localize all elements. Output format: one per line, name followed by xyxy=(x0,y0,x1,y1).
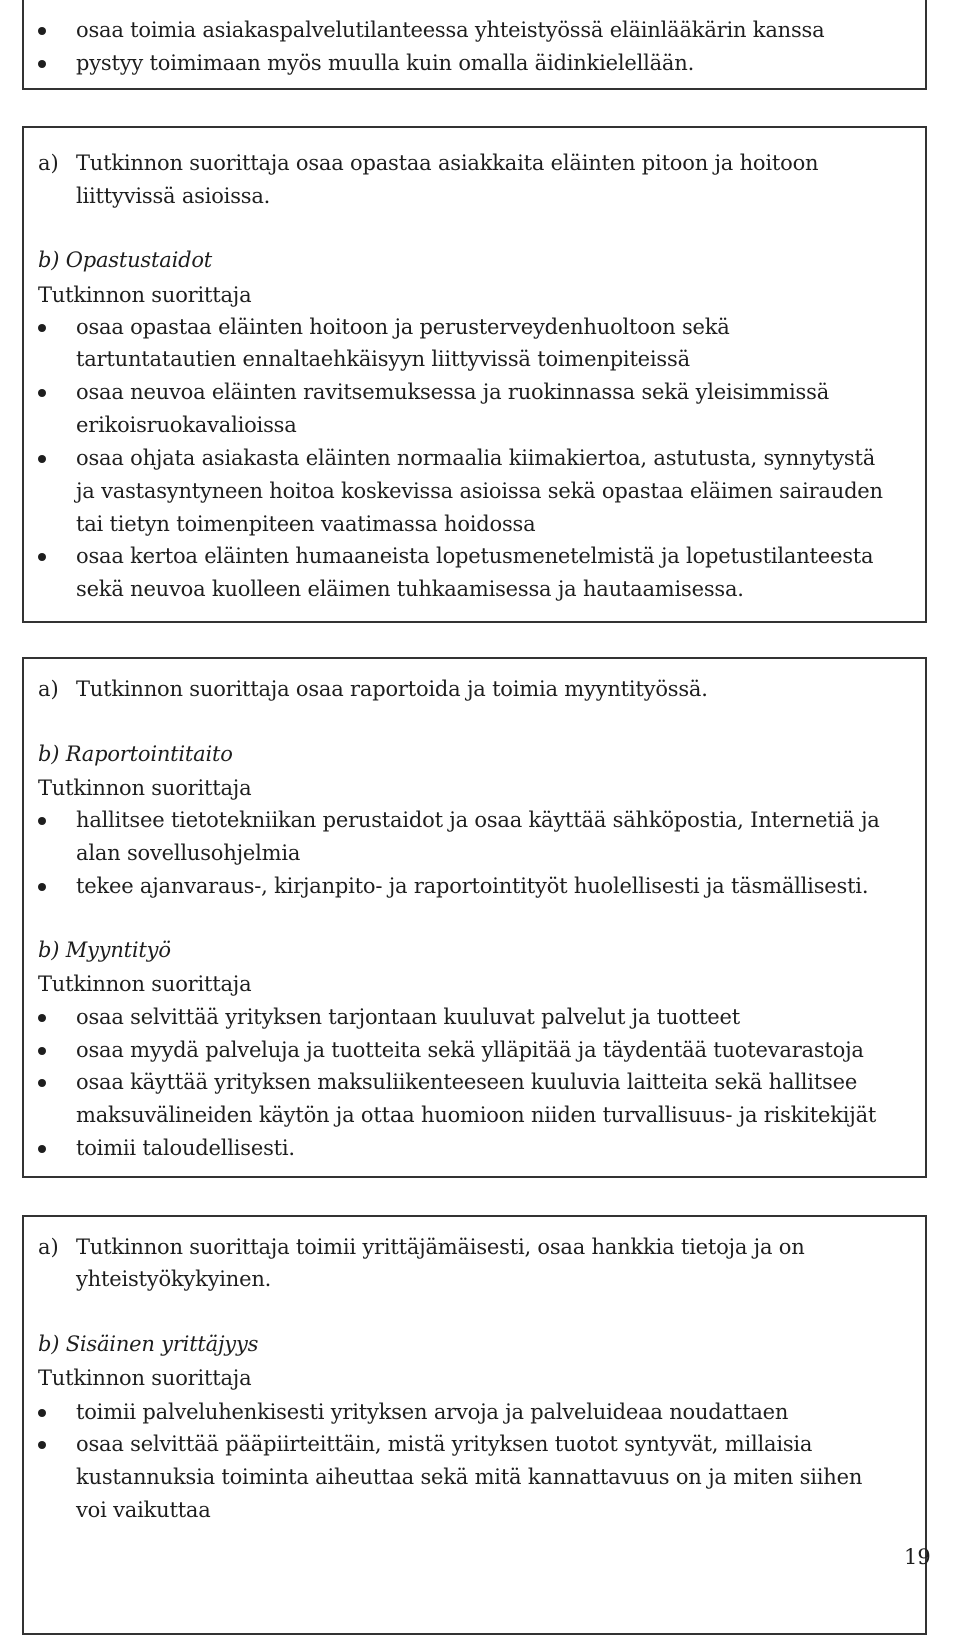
item-marker-a: a) xyxy=(38,677,59,701)
list-item-cont: tartuntatautien ennaltaehkäisyyn liittyvissä toimenpiteissä xyxy=(76,347,690,371)
bullet-icon xyxy=(38,553,46,561)
bullet-icon xyxy=(38,455,46,463)
bullet-icon xyxy=(38,1047,46,1055)
bullet-icon xyxy=(38,27,46,35)
list-item: osaa myydä palveluja ja tuotteita sekä ylläpitää ja täydentää tuotevarastoja xyxy=(76,1038,864,1062)
bullet-icon xyxy=(38,817,46,825)
bullet-icon xyxy=(38,1409,46,1417)
list-item: osaa kertoa eläinten humaaneista lopetusmenetelmistä ja lopetustilanteesta xyxy=(76,544,874,568)
requirement-line: Tutkinnon suorittaja osaa opastaa asiakkaita eläinten pitoon ja hoitoon xyxy=(76,151,819,175)
bullet-icon xyxy=(38,1014,46,1022)
criteria-box-raportointi-myynti xyxy=(22,657,927,1178)
requirement-line: liittyvissä asioissa. xyxy=(76,184,271,208)
subject-label: Tutkinnon suorittaja xyxy=(38,972,252,996)
subject-label: Tutkinnon suorittaja xyxy=(38,1366,252,1390)
list-item: osaa selvittää pääpiirteittäin, mistä yrityksen tuotot syntyvät, millaisia xyxy=(76,1432,813,1456)
bullet-icon xyxy=(38,324,46,332)
list-item-cont: maksuvälineiden käytön ja ottaa huomioon niiden turvallisuus- ja riskitekijät xyxy=(76,1103,877,1127)
section-heading: b) Sisäinen yrittäjyys xyxy=(38,1332,259,1356)
list-item-cont: tai tietyn toimenpiteen vaatimassa hoidossa xyxy=(76,512,536,536)
list-item-cont: sekä neuvoa kuolleen eläimen tuhkaamisessa ja hautaamisessa. xyxy=(76,577,744,601)
section-heading: b) Myyntityö xyxy=(38,938,171,962)
list-item: toimii taloudellisesti. xyxy=(76,1136,295,1160)
subject-label: Tutkinnon suorittaja xyxy=(38,283,252,307)
subject-label: Tutkinnon suorittaja xyxy=(38,776,252,800)
requirement-line: Tutkinnon suorittaja osaa raportoida ja toimia myyntityössä. xyxy=(76,677,708,701)
list-item-cont: kustannuksia toiminta aiheuttaa sekä mitä kannattavuus on ja miten siihen xyxy=(76,1465,863,1489)
requirement-line: Tutkinnon suorittaja toimii yrittäjämäisesti, osaa hankkia tietoja ja on xyxy=(76,1235,805,1259)
list-item-cont: ja vastasyntyneen hoitoa koskevissa asioissa sekä opastaa eläimen sairauden xyxy=(76,479,883,503)
bullet-icon xyxy=(38,60,46,68)
bullet-icon xyxy=(38,1441,46,1449)
section-heading: b) Raportointitaito xyxy=(38,742,233,766)
bullet-icon xyxy=(38,1079,46,1087)
list-item: osaa käyttää yrityksen maksuliikenteeseen kuuluvia laitteita sekä hallitsee xyxy=(76,1070,858,1094)
list-item: osaa ohjata asiakasta eläinten normaalia kiimakiertoa, astutusta, synnytystä xyxy=(76,446,876,470)
bullet-icon xyxy=(38,389,46,397)
item-marker-a: a) xyxy=(38,151,59,175)
list-item: pystyy toimimaan myös muulla kuin omalla äidinkielellään. xyxy=(76,51,695,75)
requirement-line: yhteistyökykyinen. xyxy=(76,1267,272,1291)
list-item: toimii palveluhenkisesti yrityksen arvoja ja palveluideaa noudattaen xyxy=(76,1400,789,1424)
page-number: 19 xyxy=(904,1545,931,1569)
item-marker-a: a) xyxy=(38,1235,59,1259)
list-item: osaa selvittää yrityksen tarjontaan kuuluvat palvelut ja tuotteet xyxy=(76,1005,740,1029)
bullet-icon xyxy=(38,883,46,891)
list-item: osaa opastaa eläinten hoitoon ja perusterveydenhuoltoon sekä xyxy=(76,315,730,339)
list-item-cont: alan sovellusohjelmia xyxy=(76,841,301,865)
list-item-cont: voi vaikuttaa xyxy=(76,1498,211,1522)
list-item: tekee ajanvaraus-, kirjanpito- ja raportointityöt huolellisesti ja täsmällisesti. xyxy=(76,874,869,898)
list-item: hallitsee tietotekniikan perustaidot ja osaa käyttää sähköpostia, Internetiä ja xyxy=(76,808,880,832)
criteria-box-1 xyxy=(22,0,927,90)
list-item: osaa toimia asiakaspalvelutilanteessa yhteistyössä eläinlääkärin kanssa xyxy=(76,18,825,42)
section-heading: b) Opastustaidot xyxy=(38,248,213,272)
list-item-cont: erikoisruokavalioissa xyxy=(76,413,297,437)
list-item: osaa neuvoa eläinten ravitsemuksessa ja ruokinnassa sekä yleisimmissä xyxy=(76,380,830,404)
bullet-icon xyxy=(38,1145,46,1153)
